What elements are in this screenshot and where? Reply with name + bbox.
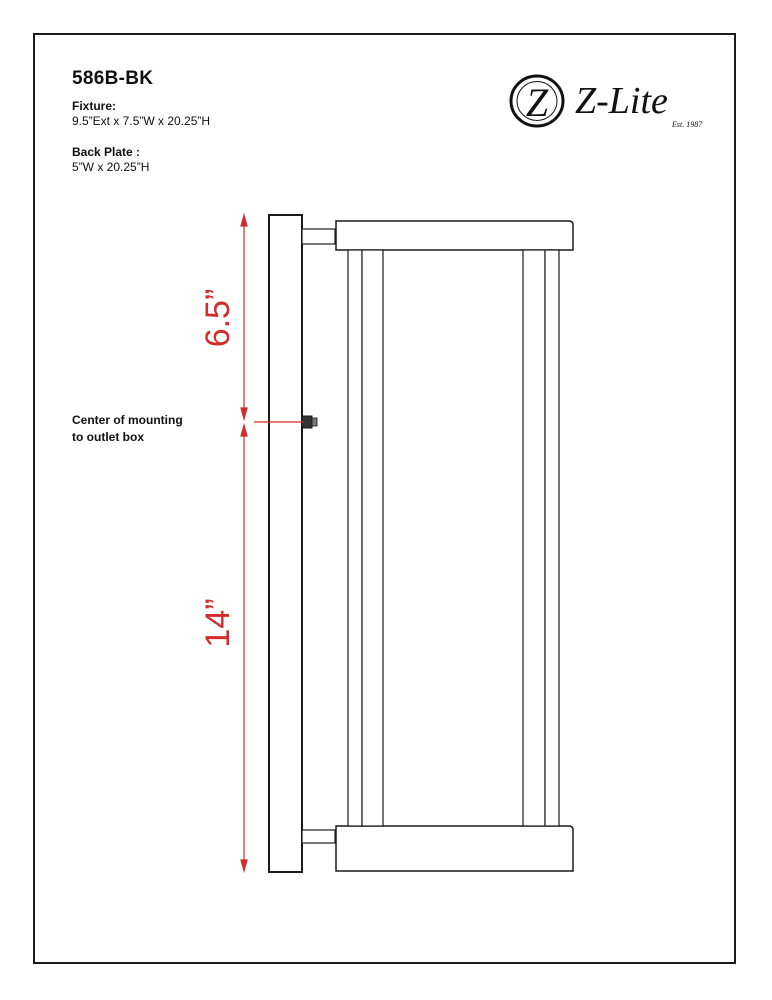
- dimension-line-lower: [241, 425, 247, 871]
- rail-right-outer: [545, 250, 559, 826]
- dimension-label-lower: 14”: [199, 598, 237, 648]
- dimension-line-upper: [241, 215, 247, 419]
- logo-name: Z-Lite: [575, 80, 668, 122]
- fixture-dimensions: 9.5”Ext x 7.5”W x 20.25”H: [72, 114, 211, 128]
- dimension-label-upper: 6.5”: [199, 288, 237, 348]
- logo-tagline: Est. 1987: [672, 120, 703, 129]
- back-plate-dimensions: 5”W x 20.25”H: [72, 160, 150, 174]
- fixture-label: Fixture:: [72, 99, 117, 113]
- brand-logo: [511, 76, 703, 129]
- mounting-callout-line1: Center of mounting: [72, 413, 183, 427]
- back-plate-label: Back Plate :: [72, 145, 141, 159]
- back-plate: [269, 215, 302, 872]
- model-number: 586B-BK: [72, 68, 154, 89]
- top-cap: [336, 221, 573, 250]
- logo-emblem-letter: Z: [525, 80, 549, 125]
- rail-right-inner: [523, 250, 545, 826]
- mounting-callout-line2: to outlet box: [72, 430, 144, 444]
- rail-left-inner: [362, 250, 383, 826]
- bottom-cap: [336, 826, 573, 871]
- mounting-nut-icon: [302, 416, 317, 428]
- fixture-rails: [348, 250, 559, 826]
- rail-left-outer: [348, 250, 362, 826]
- upper-arm: [302, 229, 335, 244]
- lower-arm: [302, 830, 335, 843]
